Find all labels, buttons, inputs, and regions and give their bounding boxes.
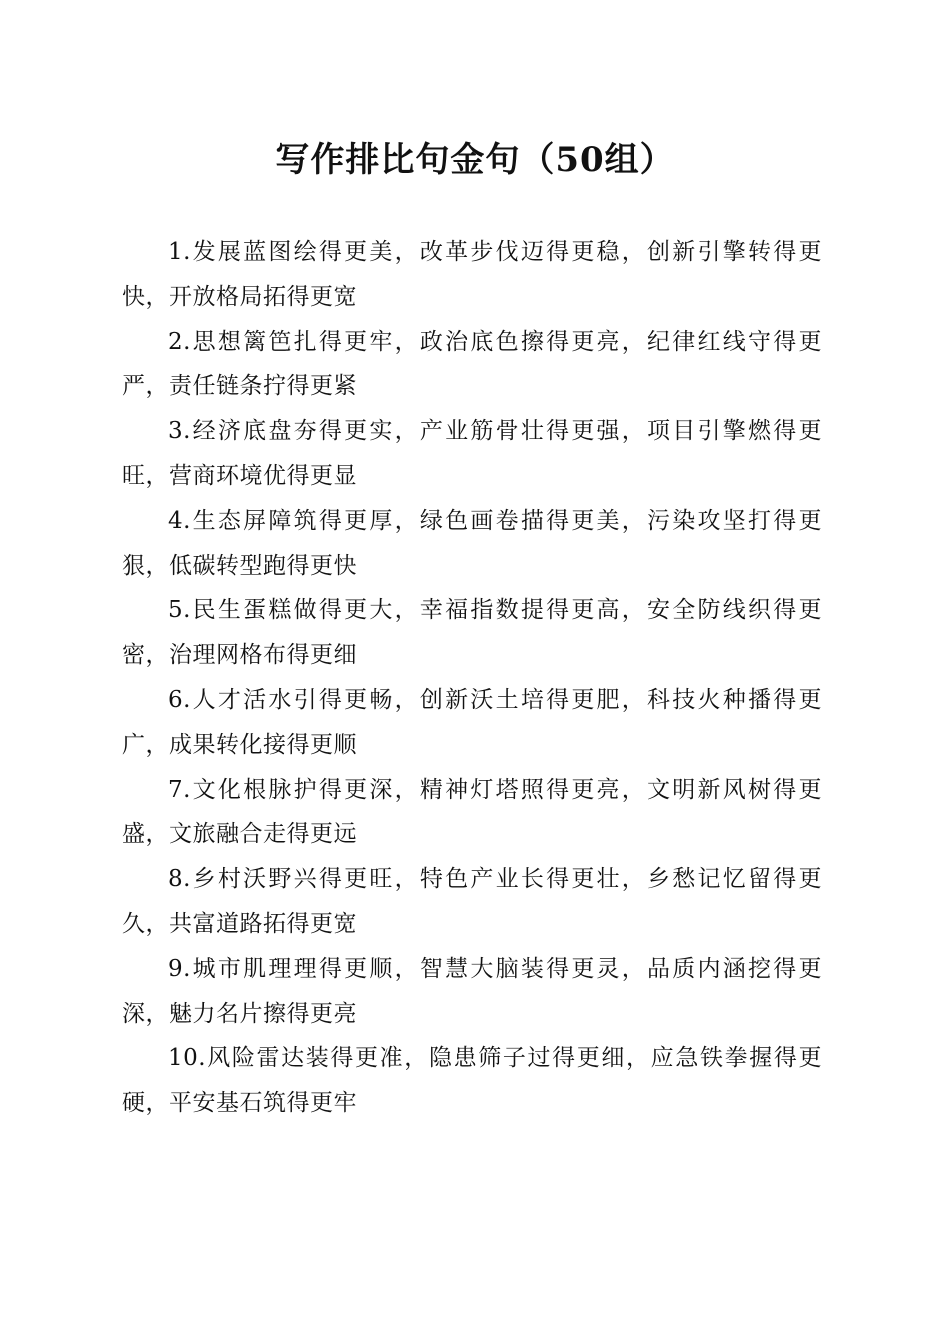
paragraph-10: 10.风险雷达装得更准，隐患筛子过得更细，应急铁拳握得更硬，平安基石筑得更牢 [122,1045,822,1117]
document-title: 写作排比句金句（50组） [275,140,675,180]
paragraph-5: 5.民生蛋糕做得更大，幸福指数提得更高，安全防线织得更密，治理网格布得更细 [122,597,822,669]
paragraph-1: 1.发展蓝图绘得更美，改革步伐迈得更稳，创新引擎转得更快，开放格局拓得更宽 [122,239,822,310]
paragraph-2: 2.思想篱笆扎得更牢，政治底色擦得更亮，纪律红线守得更严，责任链条拧得更紧 [122,328,822,400]
document-body [122,230,822,1126]
paragraph-3: 3.经济底盘夯得更实，产业筋骨壮得更强，项目引擎燃得更旺，营商环境优得更显 [122,418,822,489]
paragraph-8: 8.乡村沃野兴得更旺，特色产业长得更壮，乡愁记忆留得更久，共富道路拓得更宽 [122,866,822,937]
paragraph-9: 9.城市肌理理得更顺，智慧大脑装得更灵，品质内涵挖得更深，魅力名片擦得更亮 [122,955,822,1027]
paragraph-7: 7.文化根脉护得更深，精神灯塔照得更亮，文明新风树得更盛，文旅融合走得更远 [122,776,822,848]
paragraph-6: 6.人才活水引得更畅，创新沃土培得更肥，科技火种播得更广，成果转化接得更顺 [122,686,822,758]
paragraph-4: 4.生态屏障筑得更厚，绿色画卷描得更美，污染攻坚打得更狠，低碳转型跑得更快 [122,507,822,579]
